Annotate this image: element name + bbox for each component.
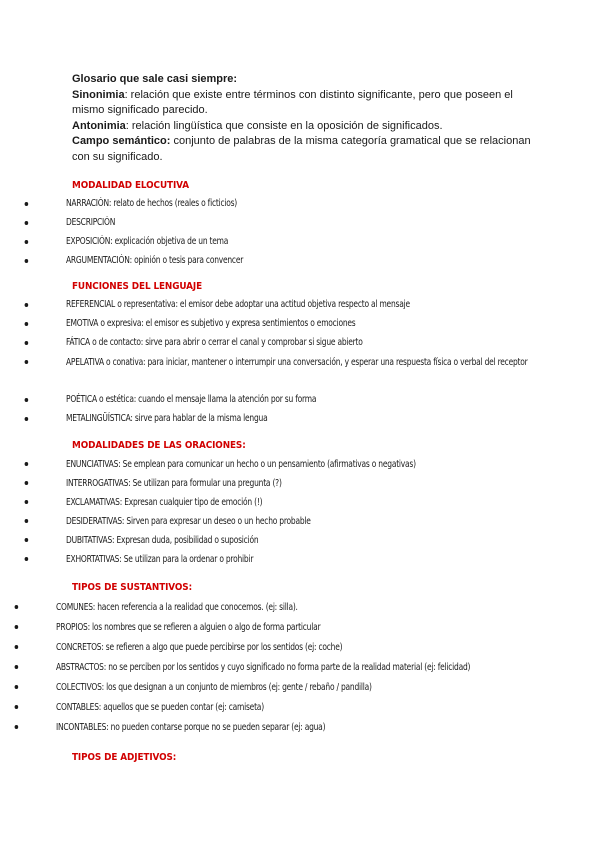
list-item	[56, 599, 506, 619]
list-modalidad-elocutiva	[66, 196, 546, 272]
list-item	[66, 392, 534, 411]
bullet-icon	[25, 417, 29, 421]
bullet-icon	[25, 481, 29, 485]
list-item-text: INCONTABLES: no pueden contarse porque no se pueden separar (ej: agua)	[56, 722, 326, 733]
glossary-entry	[72, 134, 542, 165]
list-item	[66, 196, 498, 215]
bullet-icon	[25, 341, 29, 345]
section-title-modalidades-oraciones: MODALIDADES DE LAS ORACIONES:	[72, 440, 246, 451]
bullet-icon	[25, 462, 29, 466]
list-item-text: NARRACIÓN: relato de hechos (reales o ficticios)	[66, 198, 238, 209]
list-item-text: INTERROGATIVAS: Se utilizan para formular una pregunta (?)	[66, 478, 282, 489]
list-item-text: COMUNES: hacen referencia a la realidad que conocemos. (ej: silla).	[56, 602, 298, 613]
list-item-text: POÉTICA o estética: cuando el mensaje llama la atención por su forma	[66, 394, 317, 405]
glossary-term: Sinonimia	[72, 88, 125, 101]
glossary-entry	[72, 88, 542, 119]
list-item-text: COLECTIVOS: los que designan a un conjunto de miembros (ej: gente / rebaño / pandilla)	[56, 682, 372, 693]
list-item	[66, 475, 498, 494]
bullet-icon	[15, 725, 19, 729]
list-item-text: REFERENCIAL o representativa: el emisor debe adoptar una actitud objetiva respecto al mensaje	[66, 299, 410, 310]
list-item	[66, 253, 498, 272]
list-item-text: APELATIVA o conativa: para iniciar, mantener o interrumpir una conversación, y esperar una respuesta física o verbal del receptor	[66, 357, 528, 368]
bullet-icon	[15, 605, 19, 609]
list-item-text: FÁTICA o de contacto: sirve para abrir o cerrar el canal y comprobar si sigue abierto	[66, 337, 363, 348]
bullet-icon	[25, 519, 29, 523]
bullet-icon	[15, 645, 19, 649]
list-item	[66, 411, 534, 430]
list-item	[56, 719, 506, 739]
list-item	[66, 335, 534, 354]
bullet-icon	[25, 303, 29, 307]
list-item	[56, 679, 506, 699]
bullet-icon	[25, 538, 29, 542]
glossary-definition: : relación lingüística que consiste en la oposición de significados.	[125, 119, 443, 132]
bullet-icon	[15, 665, 19, 669]
list-item	[66, 551, 498, 570]
list-item	[56, 659, 506, 679]
list-item	[66, 494, 498, 513]
list-item-text: DUBITATIVAS: Expresan duda, posibilidad o suposición	[66, 535, 259, 546]
bullet-icon	[25, 557, 29, 561]
list-item-text: DESIDERATIVAS: Sirven para expresar un deseo o un hecho probable	[66, 516, 311, 527]
list-item-text: EXPOSICIÓN: explicación objetiva de un tema	[66, 236, 229, 247]
list-item	[66, 215, 498, 234]
glossary-definition: conjunto de palabras de la misma categoría gramatical que se relacionan con su significado.	[72, 135, 531, 163]
list-item-text: METALINGÜÍSTICA: sirve para hablar de la misma lengua	[66, 413, 268, 424]
list-item	[66, 316, 534, 335]
list-item-text: ARGUMENTACIÓN: opinión o tesis para convencer	[66, 255, 244, 266]
list-item-text: EXHORTATIVAS: Se utilizan para la ordenar o prohibir	[66, 554, 254, 565]
list-item	[56, 619, 506, 639]
bullet-icon	[25, 322, 29, 326]
list-item	[66, 354, 570, 392]
section-title-tipos-adjetivos: TIPOS DE ADJETIVOS:	[72, 752, 177, 763]
bullet-icon	[25, 360, 29, 364]
list-item	[66, 513, 498, 532]
glossary-term: Antonimia	[72, 119, 126, 132]
list-item-text: CONTABLES: aquellos que se pueden contar (ej: camiseta)	[56, 702, 264, 713]
list-item-text: DESCRIPCIÓN	[66, 217, 116, 228]
list-item-text: PROPIOS: los nombres que se refieren a alguien o algo de forma particular	[56, 622, 321, 633]
bullet-icon	[25, 398, 29, 402]
list-item	[66, 234, 498, 253]
section-title-tipos-sustantivos: TIPOS DE SUSTANTIVOS:	[72, 582, 193, 593]
glossary-definition: : relación que existe entre términos con distinto significante, pero que poseen el mismo significado parecido.	[72, 88, 513, 116]
list-item-text: CONCRETOS: se refieren a algo que puede percibirse por los sentidos (ej: coche)	[56, 642, 343, 653]
list-item-text: ENUNCIATIVAS: Se emplean para comunicar un hecho o un pensamiento (afirmativas o negativas)	[66, 459, 416, 470]
list-item	[66, 532, 498, 551]
glossary-block	[72, 72, 542, 165]
list-item-text: EXCLAMATIVAS: Expresan cualquier tipo de emoción (!)	[66, 497, 263, 508]
glossary-title: Glosario que sale casi siempre:	[72, 73, 238, 85]
list-item	[56, 639, 506, 659]
list-item-text: EMOTIVA o expresiva: el emisor es subjetivo y expresa sentimientos o emociones	[66, 318, 356, 329]
list-item	[66, 456, 498, 475]
bullet-icon	[25, 202, 29, 206]
list-item-text: ABSTRACTOS: no se perciben por los sentidos y cuyo significado no forma parte de la realidad material (ej: felicidad)	[56, 662, 471, 673]
list-item	[56, 699, 506, 719]
bullet-icon	[15, 705, 19, 709]
glossary-entry	[72, 119, 542, 135]
bullet-icon	[15, 685, 19, 689]
bullet-icon	[25, 221, 29, 225]
bullet-icon	[25, 240, 29, 244]
bullet-icon	[15, 625, 19, 629]
list-funciones-del-lenguaje	[66, 297, 586, 430]
list-item	[66, 297, 534, 316]
bullet-icon	[25, 259, 29, 263]
list-tipos-sustantivos	[56, 599, 556, 739]
section-title-funciones-del-lenguaje: FUNCIONES DEL LENGUAJE	[72, 281, 203, 292]
list-modalidades-oraciones	[66, 456, 546, 570]
glossary-term: Campo semántico:	[72, 135, 171, 147]
section-title-modalidad-elocutiva: MODALIDAD ELOCUTIVA	[72, 180, 190, 191]
bullet-icon	[25, 500, 29, 504]
